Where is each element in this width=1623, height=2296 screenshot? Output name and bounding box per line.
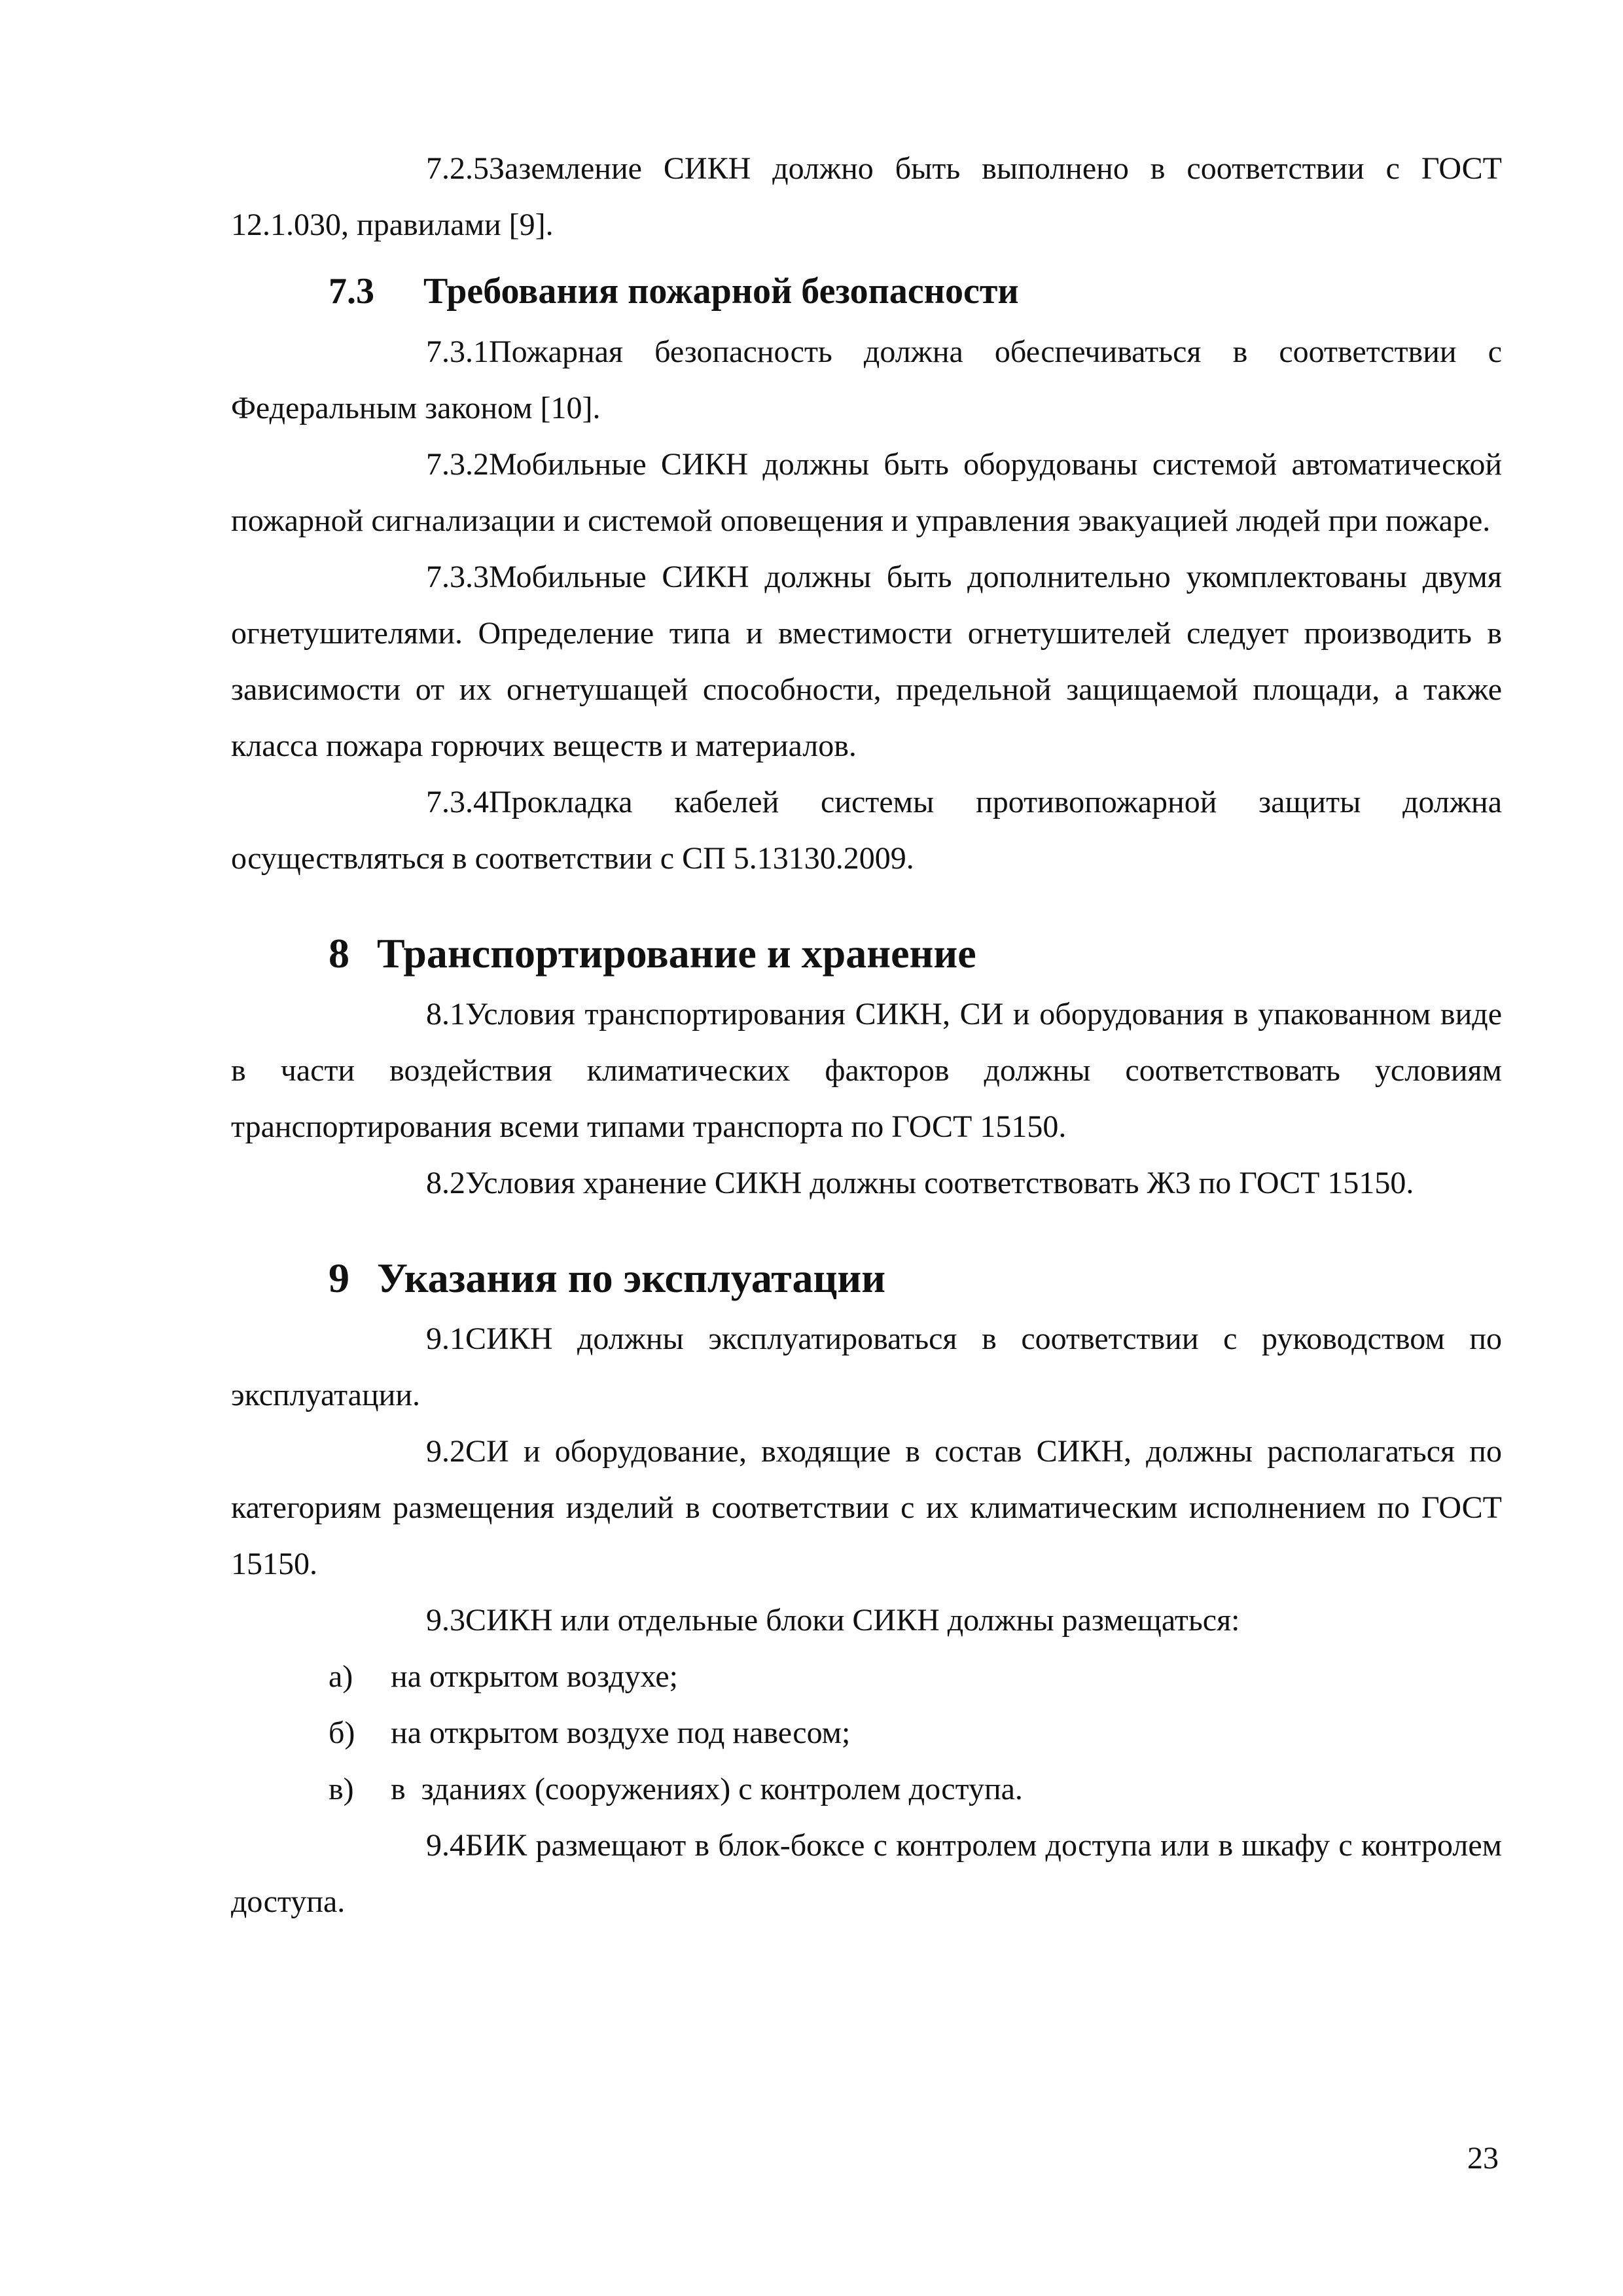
clause-text: Условия транспортирования СИКН, СИ и оборудования в упакованном виде в части воздействия климатических факторов должны соответствовать условиям транспортирования всеми типами транспорта по ГОСТ 15150.	[231, 997, 1502, 1144]
section-heading-8	[231, 921, 1502, 986]
list-item	[231, 1649, 1502, 1705]
paragraph-9-2	[231, 1424, 1502, 1592]
section-heading-7-3	[231, 259, 1502, 324]
clause-number: 7.3.4	[426, 785, 489, 819]
list-item-text: в зданиях (сооружениях) с контролем доступа.	[391, 1772, 1023, 1806]
clause-number: 9.1	[426, 1321, 465, 1356]
clause-text: Мобильные СИКН должны быть оборудованы системой автоматической пожарной сигнализации и системой оповещения и управления эвакуацией людей при пожаре.	[231, 447, 1502, 538]
clause-text: Мобильные СИКН должны быть дополнительно укомплектованы двумя огнетушителями. Определение типа и вместимости огнетушителей следует производить в зависимости от их огнетушащей способности, предельной защищаемой площади, а также класса пожара горючих веществ и материалов.	[231, 560, 1502, 763]
clause-text: СИ и оборудование, входящие в состав СИКН, должны располагаться по категориям размещения изделий в соответствии с их климатическим исполнением по ГОСТ 15150.	[231, 1434, 1502, 1581]
section-number: 7.3	[329, 271, 374, 312]
clause-number: 8.1	[426, 997, 465, 1031]
paragraph-7-3-3	[231, 549, 1502, 774]
clause-number: 7.2.5	[426, 151, 489, 186]
list-marker: в)	[329, 1772, 354, 1806]
clause-number: 8.2	[426, 1166, 465, 1200]
paragraph-9-4	[231, 1818, 1502, 1930]
clause-number: 7.3.3	[426, 560, 489, 594]
paragraph-7-3-4	[231, 774, 1502, 887]
list-item	[231, 1761, 1502, 1818]
section-number: 9	[329, 1255, 349, 1301]
page-number: 23	[1467, 2141, 1499, 2176]
clause-number: 7.3.1	[426, 334, 489, 369]
list-item	[231, 1705, 1502, 1761]
paragraph-8-2	[231, 1155, 1502, 1211]
paragraph-7-3-2	[231, 437, 1502, 549]
paragraph-9-3	[231, 1592, 1502, 1649]
paragraph-9-1	[231, 1311, 1502, 1424]
section-title: Указания по эксплуатации	[377, 1255, 886, 1301]
section-heading-9	[231, 1246, 1502, 1311]
section-title: Требования пожарной безопасности	[423, 271, 1019, 312]
list-marker: б)	[329, 1715, 355, 1750]
page-content	[231, 141, 1502, 1930]
list-item-text: на открытом воздухе под навесом;	[391, 1715, 851, 1750]
clause-text: Пожарная безопасность должна обеспечиваться в соответствии с Федеральным законом [10].	[231, 334, 1502, 425]
clause-number: 9.3	[426, 1603, 465, 1638]
list-item-text: на открытом воздухе;	[391, 1659, 679, 1694]
paragraph-7-3-1	[231, 324, 1502, 437]
clause-text: Прокладка кабелей системы противопожарной защиты должна осуществляться в соответствии с СП 5.13130.2009.	[231, 785, 1502, 876]
clause-text: Заземление СИКН должно быть выполнено в соответствии с ГОСТ 12.1.030, правилами [9].	[231, 151, 1502, 242]
section-title: Транспортирование и хранение	[377, 930, 976, 977]
clause-number: 9.4	[426, 1828, 465, 1863]
paragraph-8-1	[231, 986, 1502, 1155]
clause-number: 7.3.2	[426, 447, 489, 482]
clause-text: СИКН или отдельные блоки СИКН должны размещаться:	[465, 1603, 1240, 1638]
clause-text: СИКН должны эксплуатироваться в соответствии с руководством по эксплуатации.	[231, 1321, 1502, 1412]
clause-text: БИК размещают в блок-боксе с контролем доступа или в шкафу с контролем доступа.	[231, 1828, 1502, 1919]
section-number: 8	[329, 930, 349, 977]
clause-text: Условия хранение СИКН должны соответствовать Ж3 по ГОСТ 15150.	[465, 1166, 1414, 1200]
paragraph-7-2-5	[231, 141, 1502, 253]
clause-number: 9.2	[426, 1434, 465, 1469]
list-marker: а)	[329, 1659, 353, 1694]
